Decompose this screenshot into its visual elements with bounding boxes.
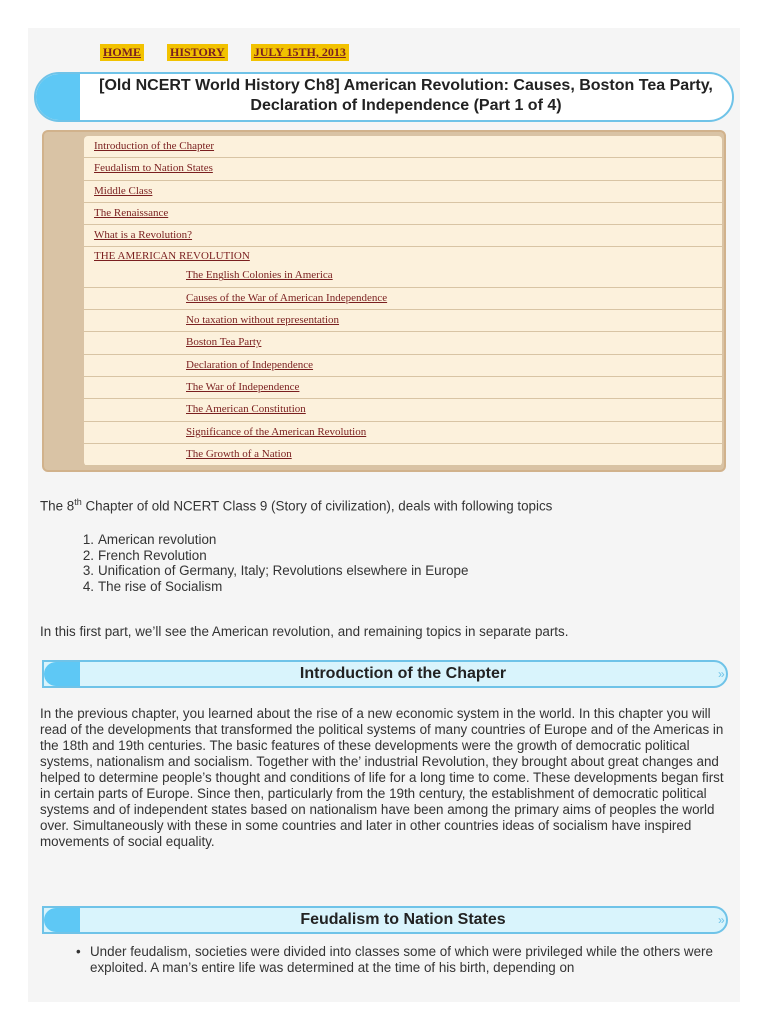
list-item <box>82 578 468 595</box>
breadcrumb-history-link[interactable]: HISTORY <box>167 44 228 61</box>
intro-text <box>40 494 730 514</box>
list-item-text: American revolution <box>98 532 217 547</box>
toc-link-boston-tea-party[interactable]: Boston Tea Party <box>84 332 722 354</box>
toc-link-growth-of-nation[interactable]: The Growth of a Nation <box>84 444 722 466</box>
toc-link-causes-of-war[interactable]: Causes of the War of American Independence <box>84 288 722 310</box>
section-heading-text: Introduction of the Chapter <box>299 665 507 682</box>
toc-link-introduction[interactable]: Introduction of the Chapter <box>84 136 722 158</box>
band-end-cap-icon: » <box>718 667 725 681</box>
feudalism-bullet <box>76 944 730 976</box>
toc-section-american-revolution[interactable] <box>84 247 722 265</box>
list-item <box>82 547 468 564</box>
intro-prefix: The 8 <box>40 498 75 514</box>
table-of-contents <box>42 130 726 472</box>
section-heading-introduction <box>42 660 728 688</box>
toc-link-renaissance[interactable]: The Renaissance <box>84 203 722 225</box>
intro-superscript: th <box>74 497 82 507</box>
list-item-text: The rise of Socialism <box>98 578 223 594</box>
list-number: 2. <box>82 547 94 563</box>
list-number: 4. <box>82 578 94 594</box>
page-title: [Old NCERT World History Ch8] American Revolution: Causes, Boston Tea Party, Declaration of Independence (Part 1 of 4) <box>99 77 713 114</box>
breadcrumb <box>100 44 369 61</box>
breadcrumb-home-link[interactable]: HOME <box>100 44 144 61</box>
title-banner-tab <box>36 74 80 120</box>
list-item <box>82 532 468 548</box>
band-end-cap-icon: » <box>718 913 725 927</box>
list-number: 1. <box>82 532 94 547</box>
article-page <box>28 28 740 1002</box>
toc-link-constitution[interactable]: The American Constitution <box>84 399 722 421</box>
toc-list <box>84 136 722 466</box>
bullet-text: Under feudalism, societies were divided into classes some of which were privileged while the others were exploited. A man’s entire life was determined at the time of his birth, depending on <box>90 944 713 975</box>
list-item-text: Unification of Germany, Italy; Revolutions elsewhere in Europe <box>98 563 469 578</box>
toc-link-english-colonies[interactable]: The English Colonies in America <box>84 265 722 287</box>
toc-link-no-taxation[interactable]: No taxation without representation <box>84 310 722 332</box>
toc-link-significance[interactable]: Significance of the American Revolution <box>84 422 722 444</box>
toc-link-declaration[interactable]: Declaration of Independence <box>84 355 722 377</box>
toc-link-middle-class[interactable]: Middle Class <box>84 181 722 203</box>
bullet-dot-icon: • <box>76 944 81 959</box>
topics-list <box>82 532 469 594</box>
parts-note: In this first part, we’ll see the American revolution, and remaining topics in separate parts. <box>40 624 569 639</box>
section-tab <box>44 662 80 686</box>
intro-suffix: Chapter of old NCERT Class 9 (Story of civilization), deals with following topics <box>81 498 553 514</box>
toc-section-label[interactable]: THE AMERICAN REVOLUTION <box>94 250 250 263</box>
list-number: 3. <box>82 563 94 578</box>
toc-link-war-of-independence[interactable]: The War of Independence <box>84 377 722 399</box>
section-heading-feudalism <box>42 906 728 934</box>
list-item-text: French Revolution <box>98 547 207 563</box>
list-item <box>82 563 469 579</box>
toc-link-feudalism[interactable]: Feudalism to Nation States <box>84 158 722 180</box>
toc-link-revolution[interactable]: What is a Revolution? <box>84 225 722 247</box>
introduction-paragraph: In the previous chapter, you learned about the rise of a new economic system in the world. In this chapter you will read of the developments that transformed the political systems of many countries of Europe and of the Americas in the 18th and 19th centuries. The basic features of these developments were the growth of democratic political systems, nationalism and socialism. Together with the’ industrial Revolution, they brought about great changes and helped to determine people’s thought and conditions of life for a long time to come. These developments began first in certain parts of Europe. Since then, particularly from the 19th century, the establishment of democratic political systems and of independent states based on nationalism have been among the primary aims of peoples the world over. Simultaneously with these in some countries and later in other countries ideas of socialism have inspired movements of social equality. <box>40 706 724 849</box>
breadcrumb-date-link[interactable]: JULY 15TH, 2013 <box>251 44 349 61</box>
title-banner <box>34 72 734 122</box>
section-tab <box>44 908 80 932</box>
section-heading-text: Feudalism to Nation States <box>300 911 506 928</box>
